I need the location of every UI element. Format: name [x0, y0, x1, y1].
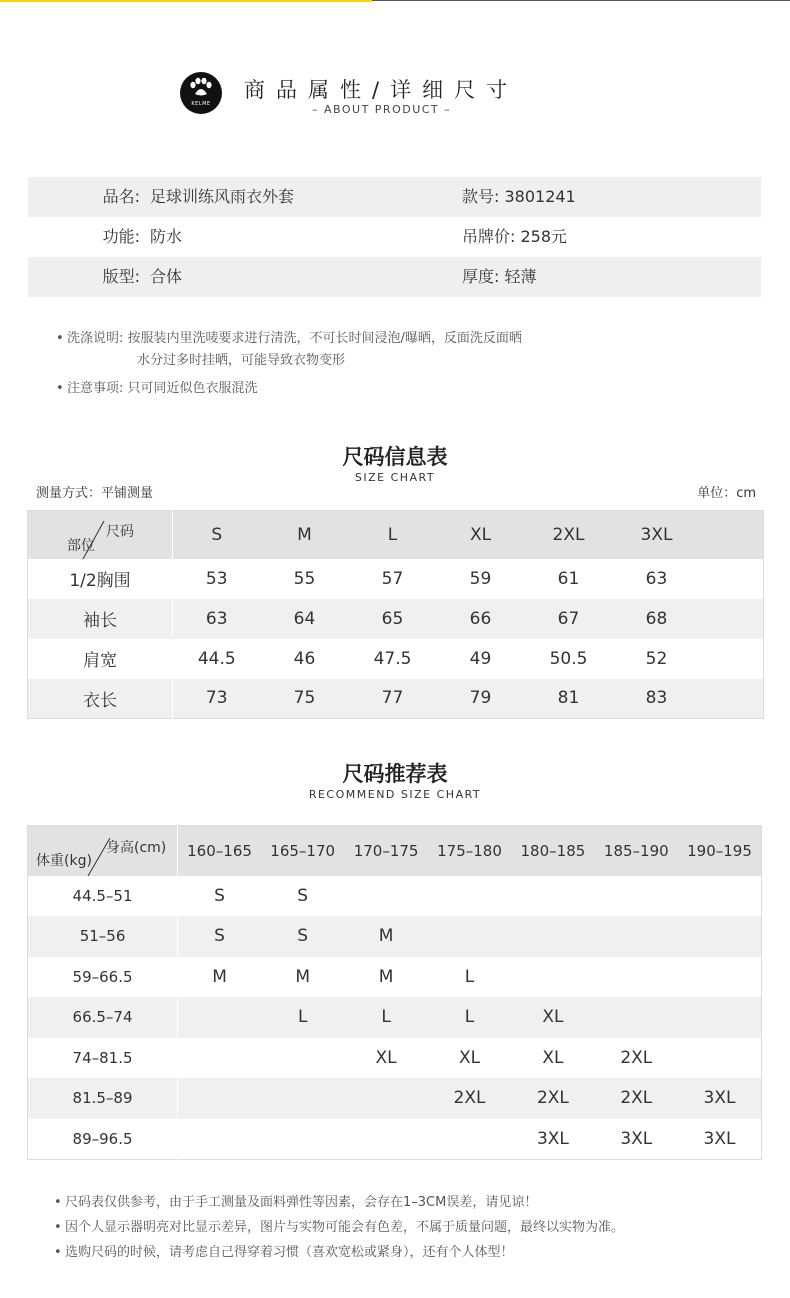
- table-cell: 44.5: [197, 648, 236, 669]
- table-cell: M: [212, 966, 227, 987]
- recommend-chart-subtitle: RECOMMEND SIZE CHART: [308, 788, 482, 801]
- caution-text: 只可同近似色衣服混洗: [127, 381, 258, 396]
- table-cell: 81: [557, 688, 580, 709]
- attribute-value: 足球训练风雨衣外套: [150, 187, 295, 206]
- brand-logo-text: KELME: [191, 101, 211, 107]
- wash-text-continued: 水分过多时挂晒，可能导致衣物变形: [137, 353, 346, 368]
- table-cell: [678, 957, 761, 998]
- table-cell-blank: [701, 559, 764, 599]
- table-cell: 59: [469, 568, 492, 589]
- table-cell: [178, 1038, 261, 1079]
- wash-text: 按服装内里洗唛要求进行清洗，不可长时间浸泡/曝晒，反面洗反面晒: [127, 331, 522, 346]
- table-cell: [678, 1038, 761, 1079]
- size-header: S: [211, 524, 223, 545]
- attribute-row: [28, 177, 761, 217]
- table-cell-blank: [701, 599, 764, 639]
- table-cell: 63: [205, 608, 228, 629]
- corner-label-bottom: 部位: [67, 538, 95, 554]
- care-notes: [56, 328, 522, 400]
- weight-label: 81.5–89: [28, 1078, 178, 1119]
- table-cell: 73: [205, 688, 228, 709]
- weight-label: 51–56: [28, 916, 178, 957]
- table-row: [28, 559, 764, 599]
- table-cell: 63: [645, 568, 668, 589]
- height-header: 165–170: [270, 841, 336, 860]
- footer-note: [54, 1215, 624, 1240]
- caution-note: [56, 378, 522, 400]
- table-cell: [511, 916, 594, 957]
- corner-label-top: 尺码: [106, 524, 134, 540]
- footer-note-text: 尺码表仅供参考，由于手工测量及面料弹性等因素，会存在1–3CM误差，请见谅！: [65, 1195, 538, 1210]
- footer-note: [54, 1190, 624, 1215]
- height-header: 185–190: [603, 841, 669, 860]
- table-cell: 79: [469, 688, 492, 709]
- table-cell: 47.5: [373, 648, 412, 669]
- attribute-label: 版型:: [102, 267, 140, 286]
- table-cell: 55: [293, 568, 316, 589]
- table-cell: L: [464, 966, 475, 987]
- table-cell: [178, 997, 261, 1038]
- table-cell: 53: [205, 568, 228, 589]
- attribute-label: 品名:: [102, 187, 140, 206]
- table-cell: [595, 997, 678, 1038]
- table-cell: XL: [542, 1047, 564, 1068]
- table-cell: [178, 1119, 261, 1160]
- table-cell: 83: [645, 688, 668, 709]
- attribute-table: [28, 177, 761, 297]
- size-chart-table: [27, 510, 764, 719]
- wash-label: 洗涤说明:: [67, 331, 124, 346]
- part-label: 肩宽: [28, 639, 173, 679]
- table-cell: [511, 957, 594, 998]
- height-header: 170–175: [353, 841, 419, 860]
- table-row: [28, 957, 762, 998]
- table-cell: [344, 1078, 427, 1119]
- size-header: L: [387, 524, 398, 545]
- top-divider: [372, 0, 790, 1]
- footer-note: [54, 1240, 624, 1265]
- size-chart-title: 尺码信息表: [342, 445, 448, 469]
- table-row: [28, 639, 764, 679]
- height-header: 180–185: [520, 841, 586, 860]
- table-cell: 66: [469, 608, 492, 629]
- table-cell: [261, 1119, 344, 1160]
- size-header-row: [28, 511, 764, 559]
- wash-note: [56, 328, 522, 350]
- part-label: 1/2胸围: [28, 559, 173, 599]
- table-cell: [261, 1038, 344, 1079]
- table-row: [28, 679, 764, 719]
- measure-unit: 单位：cm: [697, 486, 756, 501]
- bullet-icon: •: [56, 381, 64, 396]
- weight-label: 66.5–74: [28, 997, 178, 1038]
- table-row: [28, 599, 764, 639]
- table-cell: [595, 916, 678, 957]
- footer-note-text: 选购尺码的时候，请考虑自己得穿着习惯（喜欢宽松或紧身），还有个人体型！: [65, 1245, 514, 1260]
- bullet-icon: •: [56, 331, 64, 346]
- part-label: 袖长: [28, 599, 173, 639]
- corner-label-top: 身高(cm): [106, 840, 167, 856]
- attribute-item: 吊牌价: 258元: [462, 227, 568, 246]
- bullet-icon: •: [54, 1195, 62, 1210]
- attribute-item: 厚度: 轻薄: [462, 267, 537, 286]
- table-cell: 64: [293, 608, 316, 629]
- table-cell: [428, 916, 511, 957]
- table-cell: 2XL: [453, 1088, 486, 1109]
- table-cell: 68: [645, 608, 668, 629]
- size-header: M: [297, 524, 312, 545]
- footer-notes: [54, 1190, 624, 1265]
- table-cell: [261, 1078, 344, 1119]
- table-cell: 2XL: [536, 1088, 569, 1109]
- table-cell: M: [378, 966, 394, 987]
- table-cell: [428, 1119, 511, 1160]
- corner-label-bottom: 体重(kg): [36, 853, 92, 869]
- table-row: [28, 1078, 762, 1119]
- size-header: XL: [469, 524, 492, 545]
- table-cell: 46: [293, 648, 316, 669]
- bullet-icon: •: [54, 1245, 62, 1260]
- attribute-value: 防水: [150, 227, 183, 246]
- height-header: 190–195: [687, 841, 752, 860]
- table-cell: 57: [381, 568, 404, 589]
- table-cell: M: [295, 966, 311, 987]
- height-header: 160–165: [187, 841, 252, 860]
- table-cell-blank: [701, 679, 764, 719]
- caution-label: 注意事项:: [67, 381, 124, 396]
- table-cell: [511, 876, 594, 917]
- table-cell: 3XL: [620, 1128, 653, 1149]
- table-cell: 61: [557, 568, 580, 589]
- table-cell: [178, 1078, 261, 1119]
- table-cell: 2XL: [620, 1088, 653, 1109]
- attribute-value: 合体: [150, 267, 183, 286]
- footer-note-text: 因个人显示器明亮对比显示差异，图片与实物可能会有色差，不属于质量问题，最终以实物为准。: [65, 1220, 625, 1235]
- brand-logo: [180, 72, 222, 114]
- table-cell: 75: [293, 688, 316, 709]
- table-cell-blank: [701, 639, 764, 679]
- size-header: 2XL: [552, 524, 585, 545]
- table-cell: 50.5: [549, 648, 588, 669]
- page-title: 商品属性/详细尺寸: [244, 78, 519, 102]
- table-cell: XL: [375, 1047, 397, 1068]
- table-cell: S: [297, 885, 309, 906]
- table-cell: S: [297, 926, 309, 947]
- table-row: [28, 916, 762, 957]
- table-cell: XL: [542, 1007, 564, 1028]
- attribute-label: 功能:: [102, 227, 140, 246]
- paw-icon: [188, 77, 214, 99]
- table-row: [28, 1038, 762, 1079]
- attribute-row: [28, 217, 761, 257]
- table-cell: 3XL: [536, 1128, 569, 1149]
- table-cell: 67: [557, 608, 580, 629]
- bullet-icon: •: [54, 1220, 62, 1235]
- table-cell: [595, 876, 678, 917]
- table-cell: S: [214, 926, 225, 947]
- table-cell: 65: [381, 608, 404, 629]
- table-cell: [595, 957, 678, 998]
- part-label: 衣长: [28, 679, 173, 719]
- attribute-row: [28, 257, 761, 297]
- height-header-row: [28, 826, 762, 876]
- table-cell: 49: [469, 648, 492, 669]
- table-cell: 77: [381, 688, 404, 709]
- table-corner-cell: [28, 826, 178, 876]
- table-row: [28, 1119, 762, 1160]
- table-cell: L: [297, 1007, 308, 1028]
- size-header: 3XL: [640, 524, 673, 545]
- table-cell: M: [378, 926, 394, 947]
- diagonal-divider: [28, 511, 173, 559]
- weight-label: 44.5–51: [28, 876, 178, 917]
- table-cell: 3XL: [703, 1088, 736, 1109]
- table-cell: [344, 876, 427, 917]
- table-cell: XL: [458, 1047, 481, 1068]
- table-cell: 2XL: [620, 1047, 653, 1068]
- recommend-chart-title: 尺码推荐表: [342, 762, 448, 786]
- table-cell: 3XL: [703, 1128, 736, 1149]
- measure-method: 测量方式：平铺测量: [36, 486, 154, 501]
- weight-label: 89–96.5: [28, 1119, 178, 1160]
- table-cell: 52: [645, 648, 668, 669]
- page-subtitle: – ABOUT PRODUCT –: [312, 103, 452, 116]
- size-chart-subtitle: SIZE CHART: [354, 471, 436, 484]
- table-cell: [678, 997, 761, 1038]
- table-cell: [678, 876, 761, 917]
- size-header-blank: [701, 511, 764, 559]
- recommend-chart-table: [27, 825, 762, 1160]
- table-cell: [678, 916, 761, 957]
- table-cell: S: [214, 885, 225, 906]
- weight-label: 74–81.5: [28, 1038, 178, 1079]
- table-row: [28, 997, 762, 1038]
- weight-label: 59–66.5: [28, 957, 178, 998]
- table-cell: [344, 1119, 427, 1160]
- height-header: 175–180: [437, 841, 502, 860]
- table-corner-cell: [28, 511, 173, 559]
- table-cell: L: [381, 1007, 391, 1028]
- top-accent-bar: [0, 0, 372, 2]
- attribute-item: 款号: 3801241: [462, 187, 576, 206]
- table-cell: L: [464, 1007, 475, 1028]
- table-row: [28, 876, 762, 917]
- section-header: [180, 70, 620, 120]
- table-cell: [428, 876, 511, 917]
